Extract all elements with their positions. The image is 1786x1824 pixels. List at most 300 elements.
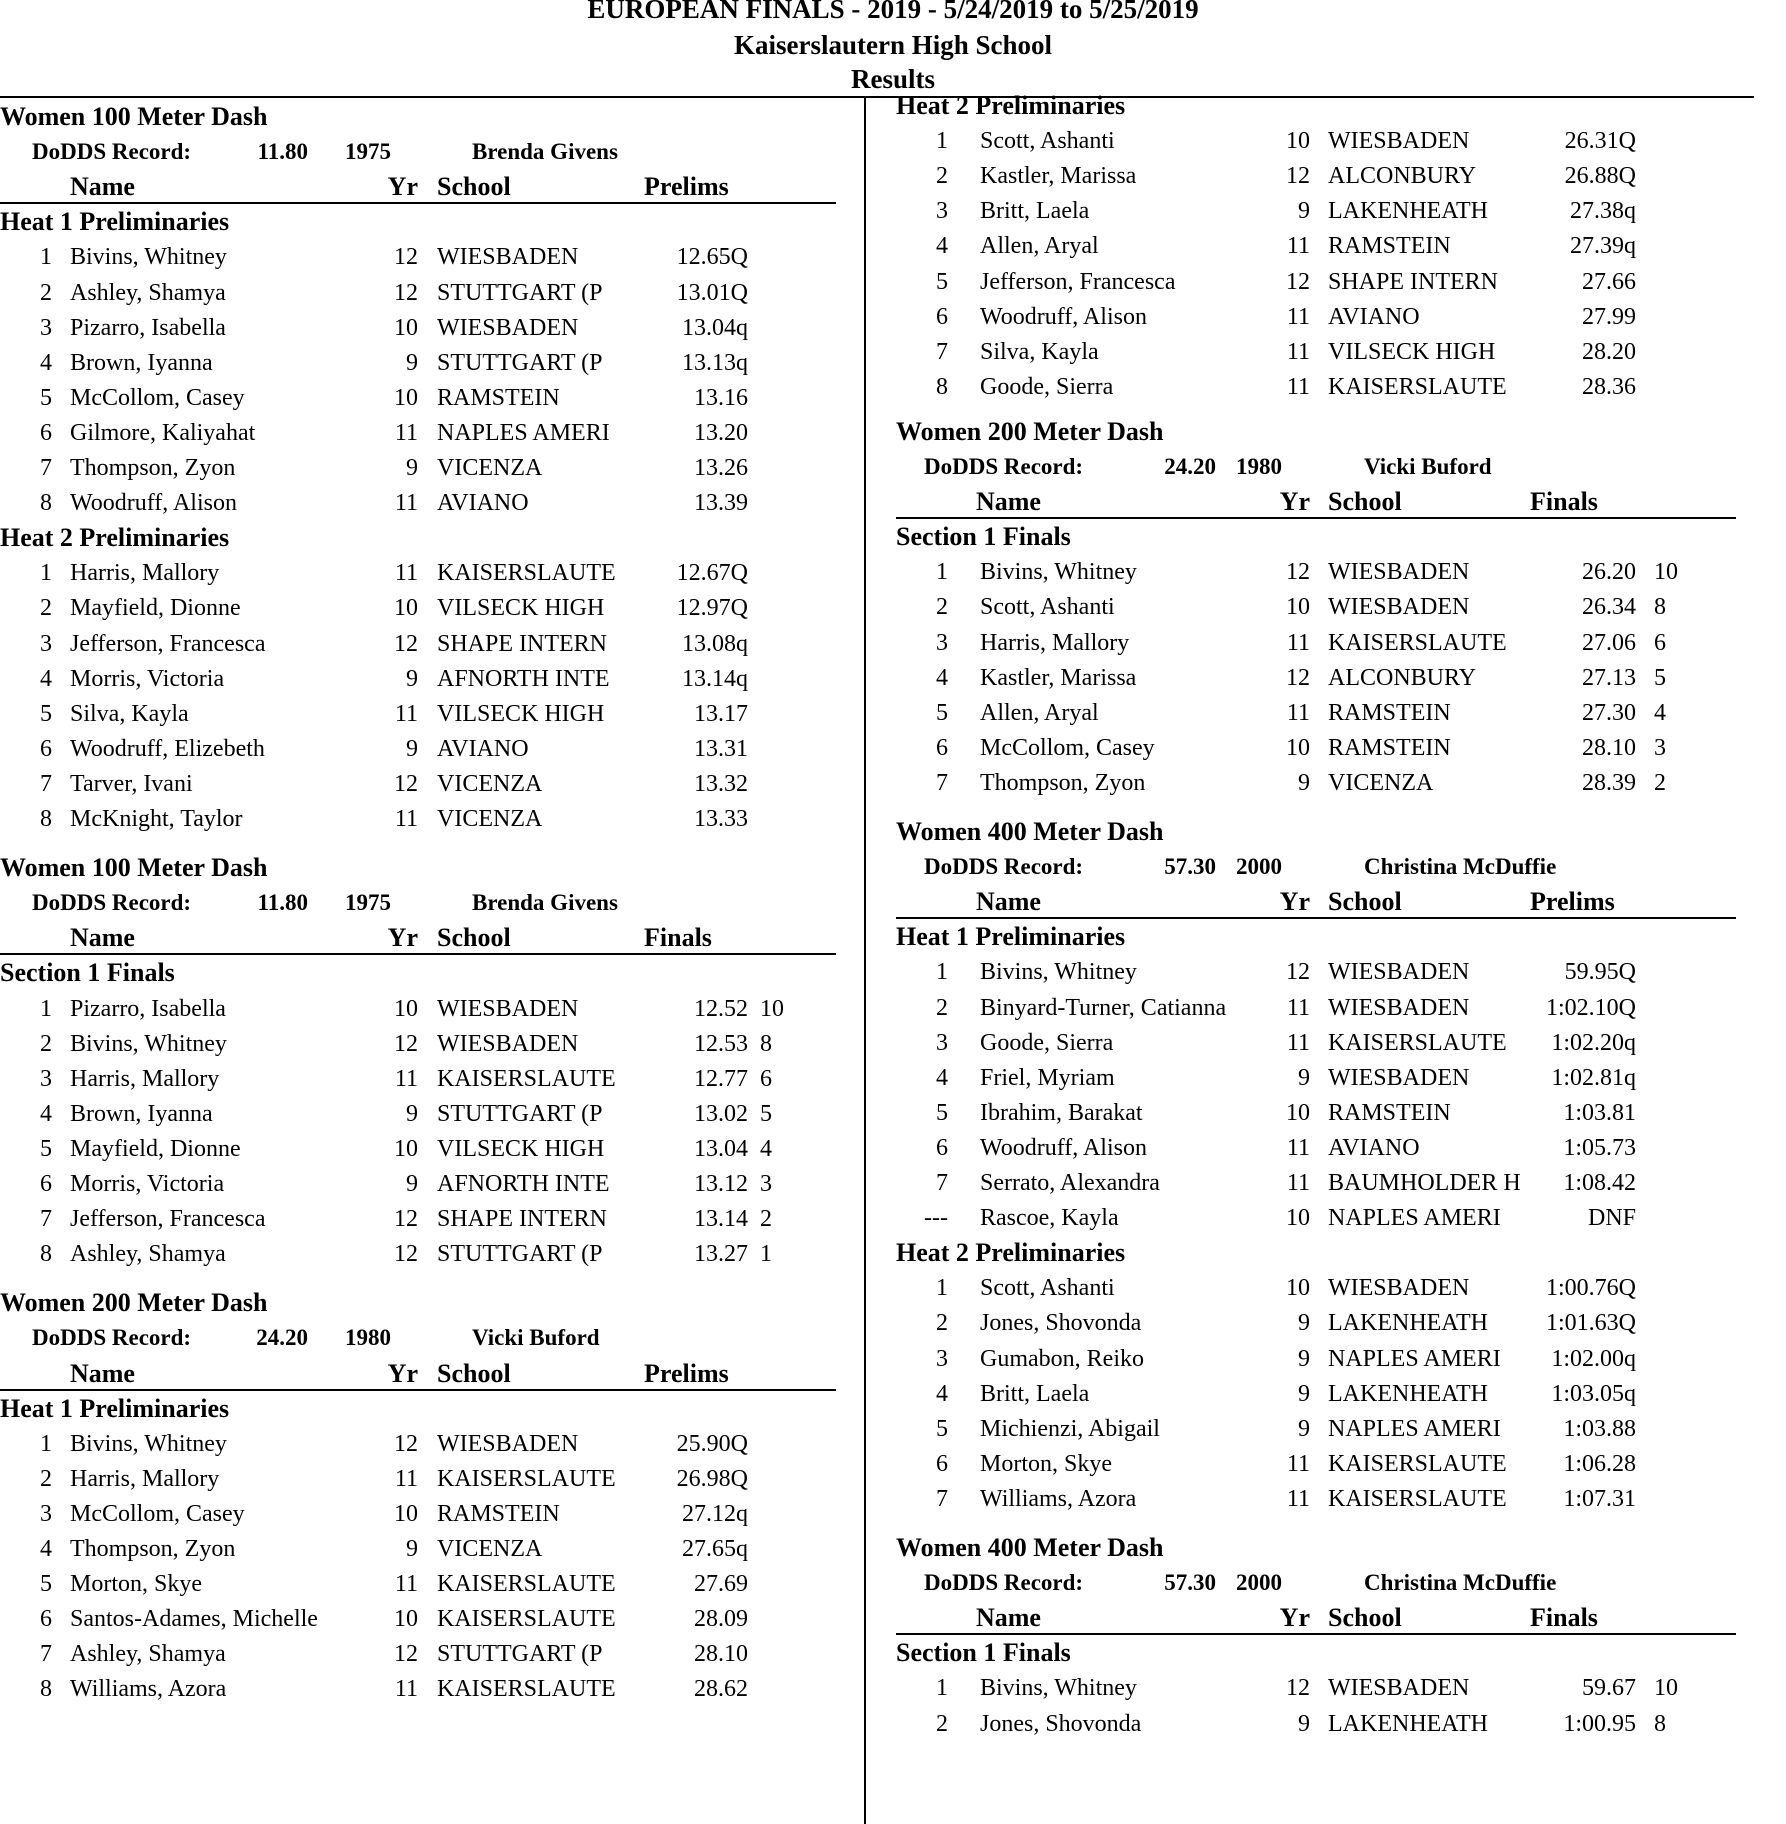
athlete-school: WIESBADEN [1328, 959, 1470, 986]
result-row [0, 1637, 848, 1671]
athlete-school: AFNORTH INTE [437, 1171, 610, 1197]
athlete-school: SHAPE INTERN [437, 630, 608, 657]
result-row [896, 590, 1756, 624]
team-points: 8 [760, 1030, 772, 1057]
result-mark: 1:02.20q [1551, 1029, 1636, 1056]
athlete-school: WIESBADEN [437, 244, 579, 271]
row-place: 4 [40, 665, 52, 692]
team-points: 4 [1654, 699, 1666, 726]
record-line [0, 1321, 848, 1355]
row-place: 6 [40, 1171, 52, 1197]
athlete-school: WIESBADEN [437, 995, 579, 1022]
row-place: 2 [936, 1310, 948, 1337]
athlete-name: Jefferson, Francesca [70, 630, 266, 657]
athlete-school: WIESBADEN [1328, 1275, 1470, 1302]
athlete-school: KAISERSLAUTE [1328, 1029, 1507, 1056]
athlete-year: 12 [394, 1430, 418, 1457]
athlete-name: Bivins, Whitney [980, 959, 1137, 986]
row-place: 5 [40, 384, 52, 411]
athlete-year: 10 [1286, 1275, 1310, 1302]
result-mark: 26.88Q [1564, 163, 1636, 190]
result-row [896, 265, 1756, 299]
venue-title: Kaiserslautern High School [733, 30, 1052, 60]
athlete-year: 11 [394, 1465, 418, 1492]
athlete-year: 11 [1286, 1170, 1310, 1196]
team-points: 2 [1654, 769, 1666, 796]
athlete-name: Williams, Azora [70, 1676, 227, 1703]
athlete-year: 9 [406, 1171, 418, 1197]
athlete-school: WIESBADEN [437, 314, 579, 341]
results-subtitle: Results [850, 64, 935, 94]
row-place: 3 [936, 1345, 948, 1372]
result-row [896, 229, 1756, 263]
row-place: 6 [936, 734, 948, 761]
athlete-name: Scott, Ashanti [980, 1275, 1115, 1302]
result-mark: 1:07.31 [1563, 1485, 1636, 1512]
result-row [896, 300, 1756, 334]
result-row [896, 1026, 1756, 1060]
result-mark: 13.17 [694, 700, 748, 727]
athlete-year: 12 [1286, 268, 1310, 295]
athlete-name: Gumabon, Reiko [980, 1345, 1144, 1372]
result-row [0, 1202, 848, 1236]
result-row [0, 992, 848, 1026]
result-row [0, 486, 848, 520]
result-mark: 13.27 [694, 1241, 748, 1268]
result-mark: 13.04 [694, 1135, 748, 1162]
row-place: 6 [936, 1450, 948, 1477]
team-points: 3 [760, 1171, 772, 1197]
col-header-name: Name [976, 887, 1041, 917]
athlete-year: 10 [394, 595, 418, 622]
team-points: 10 [1654, 1675, 1678, 1702]
row-place: 4 [40, 1100, 52, 1127]
result-mark: 1:06.28 [1563, 1450, 1636, 1477]
result-row [0, 416, 848, 450]
section-title [896, 89, 1756, 123]
record-time: 24.20 [256, 1325, 308, 1351]
athlete-year: 9 [1298, 769, 1310, 796]
row-place: 5 [40, 700, 52, 727]
result-row [0, 1062, 848, 1096]
athlete-school: SHAPE INTERN [437, 1206, 608, 1233]
row-place: 1 [936, 959, 948, 986]
record-label: DoDDS Record: [924, 854, 1084, 880]
athlete-year: 9 [1298, 1415, 1310, 1442]
result-row [0, 627, 848, 661]
result-row [896, 194, 1756, 228]
team-points: 10 [760, 995, 784, 1022]
athlete-year: 10 [1286, 1099, 1310, 1126]
column-headers [896, 485, 1756, 519]
row-place: 5 [40, 1135, 52, 1162]
result-row [896, 335, 1756, 369]
event-title-text: Women 100 Meter Dash [0, 853, 268, 883]
col-header-name: Name [976, 487, 1041, 517]
result-row [0, 697, 848, 731]
result-row [896, 1342, 1756, 1376]
column-header-rule [0, 202, 836, 204]
event-title-text: Women 100 Meter Dash [0, 102, 268, 131]
athlete-year: 12 [394, 279, 418, 306]
event-title [896, 1531, 1756, 1565]
column-headers [896, 885, 1756, 919]
athlete-year: 11 [394, 700, 418, 727]
result-row [0, 1167, 848, 1201]
result-mark: 12.67Q [676, 560, 748, 587]
result-row [896, 991, 1756, 1025]
section-title-text: Section 1 Finals [0, 958, 175, 988]
section-title-text: Heat 1 Preliminaries [0, 207, 230, 237]
column-header-rule [896, 517, 1736, 519]
row-place: 7 [40, 770, 52, 797]
result-row [896, 696, 1756, 730]
athlete-school: WIESBADEN [437, 1430, 579, 1457]
column-header-rule [896, 1633, 1736, 1635]
record-label: DoDDS Record: [32, 890, 192, 916]
record-time: 57.30 [1164, 1570, 1216, 1596]
result-mark: 27.69 [694, 1571, 748, 1598]
row-place: 2 [936, 994, 948, 1021]
row-place: 1 [936, 1675, 948, 1702]
athlete-year: 11 [1286, 1134, 1310, 1161]
result-row [0, 346, 848, 380]
row-place: 8 [40, 490, 52, 517]
athlete-name: Morris, Victoria [70, 665, 225, 692]
athlete-school: LAKENHEATH [1328, 1710, 1488, 1737]
athlete-name: Brown, Iyanna [70, 349, 213, 376]
athlete-name: McCollom, Casey [980, 734, 1155, 761]
athlete-school: RAMSTEIN [1328, 233, 1451, 260]
athlete-year: 11 [394, 1676, 418, 1703]
row-place: 3 [936, 629, 948, 656]
athlete-school: VILSECK HIGH [437, 1135, 605, 1162]
result-row [896, 1671, 1756, 1705]
record-label: DoDDS Record: [924, 1570, 1084, 1596]
athlete-name: Harris, Mallory [70, 560, 220, 587]
athlete-name: Goode, Sierra [980, 373, 1114, 400]
col-header-result: Prelims [1530, 887, 1615, 917]
section-title [896, 920, 1756, 954]
row-place: 2 [40, 279, 52, 306]
result-mark: 1:08.42 [1563, 1170, 1636, 1196]
result-row [0, 1672, 848, 1706]
result-mark: 12.52 [694, 995, 748, 1022]
result-mark: 27.39q [1570, 233, 1636, 260]
result-mark: 1:03.88 [1563, 1415, 1636, 1442]
row-place: 7 [936, 338, 948, 365]
athlete-school: KAISERSLAUTE [437, 1571, 616, 1598]
team-points: 6 [760, 1065, 772, 1092]
row-place: 7 [40, 1641, 52, 1668]
result-row [896, 955, 1756, 989]
athlete-name: McCollom, Casey [70, 384, 245, 411]
row-place: 6 [40, 419, 52, 446]
result-mark: 13.12 [694, 1171, 748, 1197]
athlete-year: 9 [406, 735, 418, 762]
result-mark: 12.77 [694, 1065, 748, 1092]
row-place: 4 [936, 664, 948, 691]
col-header-yr: Yr [387, 923, 418, 953]
athlete-school: LAKENHEATH [1328, 1310, 1488, 1337]
athlete-year: 11 [1286, 1029, 1310, 1056]
athlete-name: Bivins, Whitney [980, 559, 1137, 586]
record-time: 11.80 [257, 139, 308, 165]
record-holder: Brenda Givens [472, 139, 618, 165]
record-line [0, 886, 848, 920]
col-header-school: School [1328, 487, 1402, 517]
athlete-year: 9 [1298, 1380, 1310, 1407]
athlete-school: AVIANO [1328, 303, 1420, 330]
athlete-year: 12 [394, 244, 418, 271]
athlete-name: Williams, Azora [980, 1485, 1137, 1512]
record-holder: Christina McDuffie [1364, 1570, 1557, 1596]
result-row [0, 1497, 848, 1531]
result-mark: 27.66 [1582, 268, 1636, 295]
athlete-year: 9 [1298, 1345, 1310, 1372]
result-mark: 13.20 [694, 419, 748, 446]
result-mark: 1:01.63Q [1546, 1310, 1636, 1337]
result-mark: 13.14q [682, 665, 748, 692]
athlete-year: 11 [1286, 233, 1310, 260]
row-place: 5 [40, 1571, 52, 1598]
athlete-school: BAUMHOLDER H [1328, 1170, 1521, 1196]
row-place: --- [924, 1205, 948, 1232]
athlete-school: WIESBADEN [1328, 559, 1470, 586]
row-place: 5 [936, 1415, 948, 1442]
athlete-name: Woodruff, Alison [980, 303, 1147, 330]
row-place: 1 [40, 244, 52, 271]
athlete-name: Scott, Ashanti [980, 594, 1115, 621]
row-place: 8 [40, 1241, 52, 1268]
result-row [0, 276, 848, 310]
athlete-name: Silva, Kayla [980, 338, 1099, 365]
record-time: 11.80 [257, 890, 308, 916]
athlete-name: Mayfield, Dionne [70, 595, 241, 622]
row-place: 2 [40, 1465, 52, 1492]
result-mark: 25.90Q [676, 1430, 748, 1457]
col-header-yr: Yr [387, 172, 418, 202]
athlete-year: 12 [394, 1641, 418, 1668]
athlete-school: RAMSTEIN [1328, 699, 1451, 726]
result-row [896, 370, 1756, 404]
athlete-year: 9 [406, 455, 418, 481]
athlete-year: 11 [1286, 303, 1310, 330]
athlete-name: Thompson, Zyon [70, 455, 236, 481]
athlete-school: VICENZA [437, 455, 543, 481]
result-mark: 1:02.00q [1551, 1345, 1636, 1372]
athlete-name: Morton, Skye [980, 1450, 1112, 1477]
athlete-name: Serrato, Alexandra [980, 1170, 1160, 1196]
row-place: 1 [936, 559, 948, 586]
athlete-name: Morris, Victoria [70, 1171, 225, 1197]
result-row [896, 1201, 1756, 1235]
result-mark: 13.01Q [676, 279, 748, 306]
athlete-year: 12 [394, 1206, 418, 1233]
section-title-text: Heat 1 Preliminaries [896, 922, 1126, 952]
row-place: 4 [936, 233, 948, 260]
row-place: 7 [40, 1206, 52, 1233]
col-header-school: School [437, 1358, 511, 1388]
col-header-yr: Yr [1279, 1603, 1310, 1633]
event-title [0, 100, 848, 134]
section-title-text: Heat 2 Preliminaries [0, 523, 230, 553]
record-line [896, 450, 1756, 484]
column-headers [896, 1601, 1756, 1635]
record-line [896, 850, 1756, 884]
row-place: 2 [936, 163, 948, 190]
record-label: DoDDS Record: [32, 1325, 192, 1351]
row-place: 3 [40, 1065, 52, 1092]
athlete-school: AFNORTH INTE [437, 665, 610, 692]
athlete-year: 10 [1286, 1205, 1310, 1232]
athlete-year: 10 [1286, 594, 1310, 621]
result-mark: 26.20 [1582, 559, 1636, 586]
result-row [0, 591, 848, 625]
athlete-school: WIESBADEN [1328, 1064, 1470, 1091]
athlete-year: 11 [1286, 1450, 1310, 1477]
athlete-school: VILSECK HIGH [437, 700, 605, 727]
athlete-name: Harris, Mallory [70, 1065, 220, 1092]
result-mark: 13.13q [682, 349, 748, 376]
athlete-year: 11 [1286, 629, 1310, 656]
event-title-text: Women 200 Meter Dash [896, 416, 1164, 446]
row-place: 3 [40, 314, 52, 341]
athlete-school: STUTTGART (P [437, 349, 603, 376]
result-row [896, 1271, 1756, 1305]
result-mark: 59.67 [1582, 1675, 1636, 1702]
col-header-yr: Yr [1279, 487, 1310, 517]
row-place: 2 [40, 595, 52, 622]
athlete-year: 10 [394, 1135, 418, 1162]
row-place: 3 [936, 198, 948, 225]
result-mark: 13.26 [694, 455, 748, 481]
section-title [0, 205, 848, 239]
row-place: 8 [40, 806, 52, 832]
result-mark: 27.38q [1570, 198, 1636, 225]
result-mark: 1:02.10Q [1546, 994, 1636, 1021]
result-row [896, 1412, 1756, 1446]
section-title-text: Section 1 Finals [896, 1638, 1071, 1668]
athlete-name: Brown, Iyanna [70, 1100, 213, 1127]
result-row [896, 731, 1756, 765]
col-header-name: Name [976, 1603, 1041, 1633]
athlete-name: Rascoe, Kayla [980, 1205, 1119, 1232]
row-place: 3 [40, 630, 52, 657]
event-title [896, 815, 1756, 849]
athlete-name: Santos-Adames, Michelle [70, 1606, 318, 1633]
athlete-school: KAISERSLAUTE [437, 1676, 616, 1703]
athlete-name: Bivins, Whitney [70, 1430, 227, 1457]
result-row [0, 1567, 848, 1601]
row-place: 2 [936, 1710, 948, 1737]
row-place: 6 [40, 735, 52, 762]
result-mark: 27.13 [1582, 664, 1636, 691]
result-row [0, 381, 848, 415]
result-mark: 27.65q [682, 1536, 748, 1562]
row-place: 7 [936, 1170, 948, 1196]
result-mark: 26.31Q [1564, 128, 1636, 155]
record-holder: Vicki Buford [1364, 454, 1492, 479]
athlete-name: Friel, Myriam [980, 1064, 1115, 1091]
team-points: 8 [1654, 1710, 1666, 1737]
athlete-name: Harris, Mallory [980, 629, 1130, 656]
athlete-name: Tarver, Ivani [70, 770, 193, 797]
athlete-school: STUTTGART (P [437, 1100, 603, 1127]
athlete-school: AVIANO [437, 735, 529, 762]
result-row [896, 1131, 1756, 1165]
col-header-result: Finals [1530, 1603, 1598, 1633]
row-place: 4 [40, 1536, 52, 1562]
athlete-school: WIESBADEN [1328, 594, 1470, 621]
record-holder: Vicki Buford [472, 1325, 600, 1351]
athlete-school: KAISERSLAUTE [437, 1065, 616, 1092]
row-place: 7 [936, 769, 948, 796]
row-place: 1 [40, 560, 52, 587]
athlete-name: Morton, Skye [70, 1571, 202, 1598]
athlete-year: 12 [1286, 559, 1310, 586]
athlete-school: KAISERSLAUTE [1328, 629, 1507, 656]
team-points: 3 [1654, 734, 1666, 761]
record-time: 24.20 [1164, 454, 1216, 479]
result-row [896, 124, 1756, 158]
result-mark: 1:05.73 [1563, 1134, 1636, 1161]
athlete-school: NAPLES AMERI [1328, 1415, 1501, 1442]
athlete-name: Jones, Shovonda [980, 1710, 1142, 1737]
athlete-year: 11 [394, 1571, 418, 1598]
athlete-year: 11 [1286, 338, 1310, 365]
row-place: 6 [40, 1606, 52, 1633]
athlete-name: Thompson, Zyon [70, 1536, 236, 1562]
result-row [896, 555, 1756, 589]
athlete-year: 12 [394, 770, 418, 797]
athlete-name: Pizarro, Isabella [70, 314, 226, 341]
team-points: 5 [1654, 664, 1666, 691]
athlete-year: 12 [1286, 664, 1310, 691]
result-row [0, 311, 848, 345]
athlete-name: Thompson, Zyon [980, 769, 1146, 796]
row-place: 1 [40, 1430, 52, 1457]
result-mark: 59.95Q [1564, 959, 1636, 986]
row-place: 3 [40, 1500, 52, 1527]
result-mark: 26.98Q [676, 1465, 748, 1492]
athlete-year: 11 [394, 1065, 418, 1092]
result-row [896, 626, 1756, 660]
section-title [0, 956, 848, 990]
athlete-school: WIESBADEN [1328, 128, 1470, 155]
section-title-text: Heat 2 Preliminaries [896, 91, 1126, 120]
result-row [0, 1237, 848, 1271]
result-row [0, 1602, 848, 1636]
athlete-school: VICENZA [1328, 769, 1434, 796]
result-row [896, 1377, 1756, 1411]
event-title [0, 1286, 848, 1320]
athlete-name: Michienzi, Abigail [980, 1415, 1160, 1442]
col-header-school: School [1328, 887, 1402, 917]
record-year: 1980 [1236, 454, 1282, 479]
athlete-name: Bivins, Whitney [980, 1675, 1137, 1702]
athlete-name: McCollom, Casey [70, 1500, 245, 1527]
athlete-name: Jones, Shovonda [980, 1310, 1142, 1337]
row-place: 8 [936, 373, 948, 400]
col-header-yr: Yr [1279, 887, 1310, 917]
athlete-name: Jefferson, Francesca [70, 1206, 266, 1233]
row-place: 5 [936, 699, 948, 726]
athlete-school: RAMSTEIN [1328, 734, 1451, 761]
row-place: 5 [936, 268, 948, 295]
result-row [0, 1462, 848, 1496]
athlete-school: ALCONBURY [1328, 664, 1477, 691]
